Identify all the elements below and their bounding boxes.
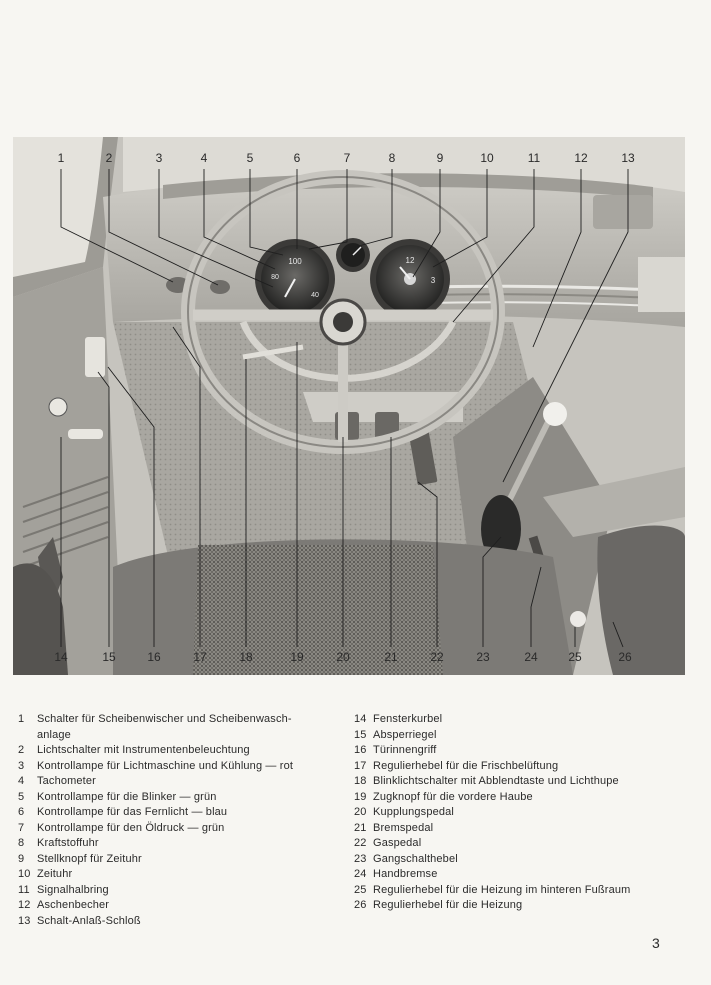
legend-item	[354, 712, 684, 728]
callout-8: 8	[388, 151, 396, 165]
legend-num: 15	[354, 728, 367, 741]
seat-insert	[193, 545, 443, 675]
legend-num: 12	[18, 899, 31, 911]
legend-item	[354, 790, 684, 806]
callout-2: 2	[105, 151, 113, 165]
legend-text: Zugknopf für die vordere Haube	[373, 790, 533, 803]
legend-text: Regulierhebel für die Frischbelüftung	[373, 759, 559, 772]
legend-num: 7	[18, 821, 25, 834]
callout-1: 1	[57, 151, 65, 165]
legend-text: Schalter für Scheibenwischer und Scheibenwasch-	[37, 713, 292, 725]
legend-item	[18, 836, 338, 852]
legend-text: Blinklichtschalter mit Abblendtaste und Lichthupe	[373, 775, 619, 787]
legend-num: 13	[18, 914, 31, 927]
legend-num: 17	[354, 759, 367, 772]
legend-num: 10	[18, 868, 31, 880]
legend-num: 21	[354, 821, 367, 834]
legend-num: 5	[18, 790, 25, 803]
legend-text: Gaspedal	[373, 837, 422, 849]
legend-item	[18, 852, 338, 868]
speedo-label: 80	[271, 274, 279, 281]
speedo-label: 40	[311, 292, 319, 299]
clock-label: 12	[405, 256, 415, 265]
legend-item	[354, 821, 684, 837]
legend-text: Regulierhebel für die Heizung	[373, 899, 523, 911]
legend-item	[354, 883, 684, 899]
callout-21: 21	[384, 650, 398, 664]
door-handle	[68, 429, 103, 439]
callout-9: 9	[436, 151, 444, 165]
dashboard-photo	[13, 137, 685, 675]
callout-6: 6	[293, 151, 301, 165]
callout-20: 20	[336, 650, 350, 664]
legend-num: 6	[18, 806, 25, 818]
legend-item	[18, 883, 338, 899]
legend-text: Aschenbecher	[37, 899, 110, 911]
callout-13: 13	[621, 151, 635, 165]
legend-item	[18, 821, 338, 837]
legend-item	[18, 898, 338, 914]
callout-19: 19	[290, 650, 304, 664]
legend-item	[18, 728, 338, 744]
legend-text: Kraftstoffuhr	[37, 837, 99, 849]
legend-num: 16	[354, 744, 367, 756]
clock-label: 3	[430, 276, 436, 285]
legend-item	[354, 836, 684, 852]
window-crank	[49, 398, 67, 416]
legend-left	[18, 712, 338, 929]
callout-17: 17	[193, 650, 207, 664]
legend-item	[354, 774, 684, 790]
legend-item	[354, 867, 684, 883]
legend-num: 9	[18, 852, 25, 865]
legend-num: 11	[18, 883, 30, 896]
callout-26: 26	[618, 650, 632, 664]
callout-24: 24	[524, 650, 538, 664]
legend-num: 24	[354, 868, 367, 880]
legend-text: Stellknopf für Zeituhr	[37, 852, 142, 865]
gear-knob	[543, 402, 567, 426]
legend-text: Schalt-Anlaß-Schloß	[37, 914, 141, 927]
legend-num: 23	[354, 852, 367, 865]
legend-item	[18, 914, 338, 930]
legend-item	[18, 805, 338, 821]
legend-text: Türinnengriff	[373, 744, 437, 756]
legend-text: Zeituhr	[37, 868, 73, 880]
legend-item	[18, 759, 338, 775]
glovebox	[638, 257, 685, 312]
legend-item	[354, 728, 684, 744]
legend-text: anlage	[37, 728, 71, 741]
callout-22: 22	[430, 650, 444, 664]
legend-item	[18, 790, 338, 806]
legend-item	[354, 898, 684, 914]
callout-3: 3	[155, 151, 163, 165]
legend-text: Gangschalthebel	[373, 852, 458, 865]
lock-knob	[85, 337, 105, 377]
callout-10: 10	[480, 151, 494, 165]
legend-right	[354, 712, 684, 914]
legend-text: Kontrollampe für den Öldruck — grün	[37, 821, 225, 834]
legend-text: Absperriegel	[373, 728, 437, 741]
legend-num: 8	[18, 837, 25, 849]
callout-23: 23	[476, 650, 490, 664]
legend-num: 26	[354, 899, 367, 911]
legend-text: Handbremse	[373, 868, 438, 880]
legend-item	[354, 759, 684, 775]
legend-num: 25	[354, 883, 367, 896]
callout-14: 14	[54, 650, 68, 664]
legend-text: Kontrollampe für die Blinker — grün	[37, 790, 217, 803]
legend-num: 18	[354, 775, 367, 787]
dashboard-illustration	[13, 137, 685, 675]
legend-num	[18, 728, 37, 744]
legend-num: 1	[18, 713, 25, 725]
legend-text: Signalhalbring	[37, 883, 109, 896]
legend-text: Tachometer	[37, 775, 96, 787]
legend-item	[354, 852, 684, 868]
callout-4: 4	[200, 151, 208, 165]
legend-item	[18, 867, 338, 883]
callout-5: 5	[246, 151, 254, 165]
legend-text: Bremspedal	[373, 821, 434, 834]
callout-25: 25	[568, 650, 582, 664]
legend-text: Kupplungspedal	[373, 806, 455, 818]
clock	[370, 239, 450, 319]
speedo-label: 100	[288, 257, 302, 266]
legend-num: 14	[354, 713, 367, 725]
legend-item	[18, 774, 338, 790]
callout-11: 11	[527, 151, 541, 165]
legend-text: Regulierhebel für die Heizung im hinteren Fußraum	[373, 883, 631, 896]
callout-16: 16	[147, 650, 161, 664]
legend-item	[354, 743, 684, 759]
legend-item	[354, 805, 684, 821]
passenger-seat	[597, 525, 685, 675]
legend-num: 2	[18, 744, 25, 756]
callout-7: 7	[343, 151, 351, 165]
legend-text: Kontrollampe für das Fernlicht — blau	[37, 806, 228, 818]
legend-text: Kontrollampe für Lichtmaschine und Kühlung — rot	[37, 759, 294, 772]
heater-lever-rear	[570, 611, 586, 627]
legend-text: Fensterkurbel	[373, 713, 443, 725]
legend-num: 3	[18, 759, 25, 772]
callout-15: 15	[102, 650, 116, 664]
legend-num: 19	[354, 790, 367, 803]
page-number: 3	[652, 935, 660, 951]
speaker-grille	[593, 195, 653, 229]
legend-text: Lichtschalter mit Instrumentenbeleuchtung	[37, 744, 250, 756]
legend-item	[18, 743, 338, 759]
legend-item	[18, 712, 338, 728]
legend-num: 20	[354, 806, 367, 818]
callout-18: 18	[239, 650, 253, 664]
callout-12: 12	[574, 151, 588, 165]
legend-num: 4	[18, 775, 25, 787]
legend-num: 22	[354, 837, 367, 849]
